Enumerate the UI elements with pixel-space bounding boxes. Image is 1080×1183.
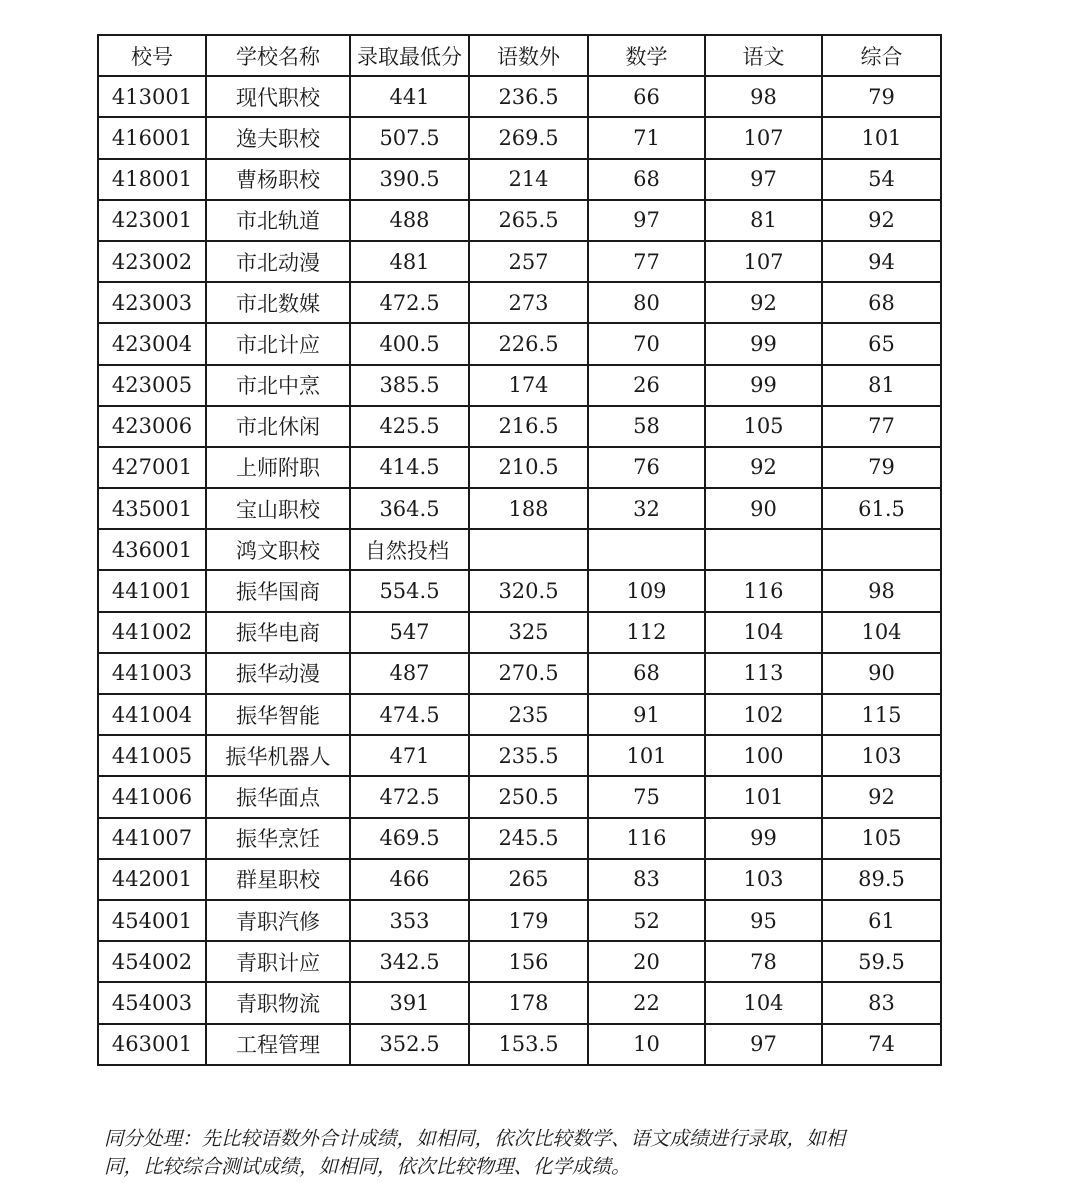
school-name-cell: 振华烹饪 [206, 818, 350, 859]
chinese-math-english-cell: 265 [469, 859, 588, 900]
chinese-cell: 116 [705, 570, 822, 611]
math-cell: 70 [588, 323, 705, 364]
math-cell: 109 [588, 570, 705, 611]
school-name-cell: 市北动漫 [206, 241, 350, 282]
min-score-cell: 554.5 [350, 570, 469, 611]
comprehensive-cell: 94 [822, 241, 941, 282]
min-score-cell: 391 [350, 982, 469, 1023]
chinese-cell: 107 [705, 241, 822, 282]
comprehensive-cell: 61 [822, 900, 941, 941]
school-name-cell: 振华国商 [206, 570, 350, 611]
school-code-cell: 441001 [98, 570, 206, 611]
school-name-cell: 逸夫职校 [206, 117, 350, 158]
math-cell: 10 [588, 1024, 705, 1065]
min-score-cell: 481 [350, 241, 469, 282]
chinese-math-english-cell: 153.5 [469, 1024, 588, 1065]
math-cell: 80 [588, 282, 705, 323]
chinese-math-english-cell: 156 [469, 941, 588, 982]
table-header-row [98, 35, 941, 76]
school-code-cell: 413001 [98, 76, 206, 117]
school-name-cell: 市北中烹 [206, 365, 350, 406]
chinese-cell: 107 [705, 117, 822, 158]
chinese-cell [705, 529, 822, 570]
footnote-line-2: 同，比较综合测试成绩，如相同，依次比较物理、化学成绩。 [104, 1155, 631, 1178]
comprehensive-cell: 59.5 [822, 941, 941, 982]
school-name-cell: 现代职校 [206, 76, 350, 117]
comprehensive-cell: 77 [822, 406, 941, 447]
school-name-cell: 鸿文职校 [206, 529, 350, 570]
chinese-cell: 104 [705, 612, 822, 653]
min-score-header: 录取最低分 [350, 35, 469, 76]
chinese-cell: 100 [705, 735, 822, 776]
chinese-math-english-cell: 273 [469, 282, 588, 323]
math-cell: 58 [588, 406, 705, 447]
table-row [98, 694, 941, 735]
school-code-cell: 441006 [98, 776, 206, 817]
chinese-math-english-cell: 269.5 [469, 117, 588, 158]
chinese-header: 语文 [705, 35, 822, 76]
comprehensive-cell: 92 [822, 200, 941, 241]
min-score-cell: 425.5 [350, 406, 469, 447]
school-name-cell: 市北数媒 [206, 282, 350, 323]
chinese-cell: 81 [705, 200, 822, 241]
comprehensive-cell: 81 [822, 365, 941, 406]
min-score-cell: 390.5 [350, 159, 469, 200]
chinese-cell: 99 [705, 323, 822, 364]
math-cell: 68 [588, 159, 705, 200]
chinese-math-english-cell: 235.5 [469, 735, 588, 776]
table-row [98, 241, 941, 282]
min-score-cell: 385.5 [350, 365, 469, 406]
admission-score-table [97, 34, 942, 1066]
min-score-cell: 441 [350, 76, 469, 117]
min-score-cell: 474.5 [350, 694, 469, 735]
school-name-cell: 曹杨职校 [206, 159, 350, 200]
comprehensive-cell: 115 [822, 694, 941, 735]
min-score-cell: 547 [350, 612, 469, 653]
school-name-cell: 群星职校 [206, 859, 350, 900]
min-score-cell: 472.5 [350, 776, 469, 817]
math-header: 数学 [588, 35, 705, 76]
min-score-cell: 400.5 [350, 323, 469, 364]
min-score-cell: 342.5 [350, 941, 469, 982]
comprehensive-cell: 98 [822, 570, 941, 611]
table-row [98, 200, 941, 241]
chinese-math-english-cell: 270.5 [469, 653, 588, 694]
table-row [98, 406, 941, 447]
school-name-cell: 青职物流 [206, 982, 350, 1023]
school-name-cell: 振华机器人 [206, 735, 350, 776]
table-row [98, 282, 941, 323]
chinese-cell: 105 [705, 406, 822, 447]
comprehensive-cell: 89.5 [822, 859, 941, 900]
table-row [98, 159, 941, 200]
chinese-cell: 92 [705, 447, 822, 488]
school-name-cell: 振华动漫 [206, 653, 350, 694]
table-body [98, 76, 941, 1065]
school-code-cell: 423004 [98, 323, 206, 364]
comprehensive-cell: 104 [822, 612, 941, 653]
school-code-cell: 441004 [98, 694, 206, 735]
min-score-cell: 353 [350, 900, 469, 941]
min-score-cell: 487 [350, 653, 469, 694]
min-score-cell: 507.5 [350, 117, 469, 158]
min-score-cell: 414.5 [350, 447, 469, 488]
math-cell: 91 [588, 694, 705, 735]
comprehensive-cell: 92 [822, 776, 941, 817]
chinese-math-english-cell: 174 [469, 365, 588, 406]
chinese-cell: 113 [705, 653, 822, 694]
school-code-header: 校号 [98, 35, 206, 76]
school-name-cell: 青职汽修 [206, 900, 350, 941]
chinese-cell: 97 [705, 1024, 822, 1065]
table-row [98, 735, 941, 776]
school-code-cell: 441007 [98, 818, 206, 859]
math-cell: 101 [588, 735, 705, 776]
school-code-cell: 436001 [98, 529, 206, 570]
chinese-cell: 90 [705, 488, 822, 529]
chinese-cell: 99 [705, 818, 822, 859]
school-code-cell: 416001 [98, 117, 206, 158]
min-score-cell: 469.5 [350, 818, 469, 859]
school-code-cell: 418001 [98, 159, 206, 200]
math-cell: 20 [588, 941, 705, 982]
comprehensive-cell: 68 [822, 282, 941, 323]
school-code-cell: 463001 [98, 1024, 206, 1065]
school-name-cell: 市北轨道 [206, 200, 350, 241]
school-name-cell: 振华电商 [206, 612, 350, 653]
math-cell: 76 [588, 447, 705, 488]
footnote-line-1: 同分处理：先比较语数外合计成绩，如相同，依次比较数学、语文成绩进行录取，如相 [104, 1127, 846, 1150]
school-name-cell: 市北休闲 [206, 406, 350, 447]
chinese-math-english-cell: 245.5 [469, 818, 588, 859]
school-code-cell: 435001 [98, 488, 206, 529]
table-row [98, 570, 941, 611]
math-cell [588, 529, 705, 570]
school-code-cell: 423001 [98, 200, 206, 241]
comprehensive-cell: 83 [822, 982, 941, 1023]
table-row [98, 818, 941, 859]
table-row [98, 323, 941, 364]
school-code-cell: 441002 [98, 612, 206, 653]
chinese-math-english-cell: 226.5 [469, 323, 588, 364]
min-score-cell: 472.5 [350, 282, 469, 323]
comprehensive-cell: 74 [822, 1024, 941, 1065]
table-row [98, 776, 941, 817]
school-name-cell: 青职计应 [206, 941, 350, 982]
school-name-cell: 振华面点 [206, 776, 350, 817]
chinese-math-english-cell: 178 [469, 982, 588, 1023]
chinese-cell: 95 [705, 900, 822, 941]
comprehensive-header: 综合 [822, 35, 941, 76]
chinese-math-english-cell [469, 529, 588, 570]
math-cell: 83 [588, 859, 705, 900]
min-score-cell: 471 [350, 735, 469, 776]
comprehensive-cell: 54 [822, 159, 941, 200]
school-name-cell: 宝山职校 [206, 488, 350, 529]
table-row [98, 859, 941, 900]
math-cell: 32 [588, 488, 705, 529]
chinese-cell: 78 [705, 941, 822, 982]
table-row [98, 1024, 941, 1065]
school-name-cell: 振华智能 [206, 694, 350, 735]
chinese-math-english-cell: 235 [469, 694, 588, 735]
table-row [98, 653, 941, 694]
comprehensive-cell [822, 529, 941, 570]
table-row [98, 982, 941, 1023]
comprehensive-cell: 65 [822, 323, 941, 364]
school-code-cell: 442001 [98, 859, 206, 900]
chinese-cell: 104 [705, 982, 822, 1023]
math-cell: 116 [588, 818, 705, 859]
table-row [98, 529, 941, 570]
school-code-cell: 423003 [98, 282, 206, 323]
school-code-cell: 423005 [98, 365, 206, 406]
chinese-cell: 99 [705, 365, 822, 406]
table-row [98, 941, 941, 982]
table-row [98, 612, 941, 653]
school-name-header: 学校名称 [206, 35, 350, 76]
chinese-cell: 97 [705, 159, 822, 200]
chinese-math-english-cell: 214 [469, 159, 588, 200]
chinese-math-english-cell: 188 [469, 488, 588, 529]
comprehensive-cell: 79 [822, 447, 941, 488]
table-row [98, 117, 941, 158]
chinese-math-english-cell: 320.5 [469, 570, 588, 611]
math-cell: 77 [588, 241, 705, 282]
math-cell: 75 [588, 776, 705, 817]
table-row [98, 900, 941, 941]
math-cell: 22 [588, 982, 705, 1023]
min-score-cell: 364.5 [350, 488, 469, 529]
chinese-cell: 101 [705, 776, 822, 817]
math-cell: 52 [588, 900, 705, 941]
math-cell: 26 [588, 365, 705, 406]
chinese-math-english-cell: 216.5 [469, 406, 588, 447]
school-code-cell: 441005 [98, 735, 206, 776]
comprehensive-cell: 90 [822, 653, 941, 694]
comprehensive-cell: 61.5 [822, 488, 941, 529]
comprehensive-cell: 105 [822, 818, 941, 859]
table-row [98, 447, 941, 488]
chinese-math-english-cell: 250.5 [469, 776, 588, 817]
chinese-math-english-cell: 236.5 [469, 76, 588, 117]
school-code-cell: 441003 [98, 653, 206, 694]
school-name-cell: 上师附职 [206, 447, 350, 488]
table-row [98, 76, 941, 117]
math-cell: 71 [588, 117, 705, 158]
math-cell: 97 [588, 200, 705, 241]
school-code-cell: 454002 [98, 941, 206, 982]
chinese-math-english-header: 语数外 [469, 35, 588, 76]
school-code-cell: 423006 [98, 406, 206, 447]
table-row [98, 488, 941, 529]
chinese-math-english-cell: 179 [469, 900, 588, 941]
min-score-cell: 488 [350, 200, 469, 241]
chinese-cell: 92 [705, 282, 822, 323]
chinese-cell: 98 [705, 76, 822, 117]
comprehensive-cell: 101 [822, 117, 941, 158]
table-row [98, 365, 941, 406]
chinese-cell: 103 [705, 859, 822, 900]
comprehensive-cell: 103 [822, 735, 941, 776]
school-code-cell: 454003 [98, 982, 206, 1023]
min-score-cell: 466 [350, 859, 469, 900]
tie-break-footnote [104, 1125, 954, 1181]
chinese-math-english-cell: 210.5 [469, 447, 588, 488]
chinese-cell: 102 [705, 694, 822, 735]
school-code-cell: 454001 [98, 900, 206, 941]
chinese-math-english-cell: 257 [469, 241, 588, 282]
school-code-cell: 427001 [98, 447, 206, 488]
min-score-cell: 352.5 [350, 1024, 469, 1065]
comprehensive-cell: 79 [822, 76, 941, 117]
math-cell: 112 [588, 612, 705, 653]
math-cell: 68 [588, 653, 705, 694]
math-cell: 66 [588, 76, 705, 117]
chinese-math-english-cell: 265.5 [469, 200, 588, 241]
min-score-cell: 自然投档 [350, 529, 469, 570]
school-name-cell: 工程管理 [206, 1024, 350, 1065]
chinese-math-english-cell: 325 [469, 612, 588, 653]
school-code-cell: 423002 [98, 241, 206, 282]
school-name-cell: 市北计应 [206, 323, 350, 364]
